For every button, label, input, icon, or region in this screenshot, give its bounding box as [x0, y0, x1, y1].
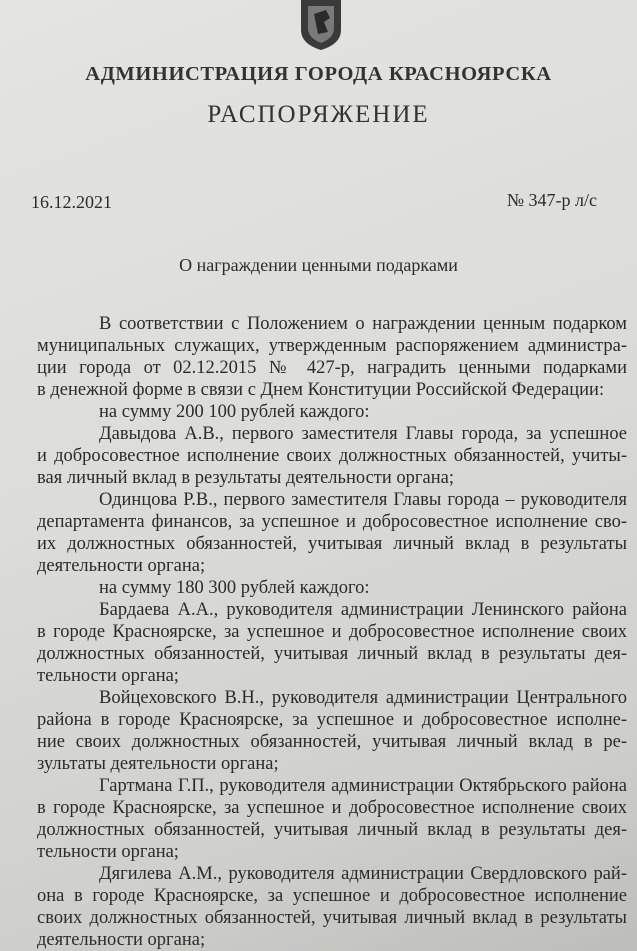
paragraph	[37, 401, 627, 423]
paragraph	[37, 687, 627, 775]
paragraph	[37, 423, 627, 489]
paragraph	[37, 599, 627, 687]
paragraph	[37, 775, 627, 863]
text-line: ции города от 02.12.2015 № 427-р, наградить ценными подарками	[37, 358, 627, 378]
paragraph	[37, 577, 627, 599]
document-subject: О награждении ценными подарками	[179, 255, 458, 275]
text-line: вая личный вклад в результаты деятельности органа;	[37, 468, 454, 488]
paragraph	[37, 489, 627, 577]
text-line: департамента финансов, за успешное и добросовестное исполнение сво-	[37, 512, 627, 532]
document-number: № 347-р л/с	[506, 190, 597, 210]
text-line: Бардаева А.А., руководителя администрации Ленинского района	[99, 600, 627, 620]
text-line: муниципальных служащих, утвержденным распоряжением администра-	[37, 336, 627, 356]
text-line: в денежной форме в связи с Днем Конституции Российской Федерации:	[37, 380, 605, 400]
text-line: Гартмана Г.П., руководителя администрации Октябрьского района	[99, 776, 627, 796]
text-line: Давыдова А.В., первого заместителя Главы города, за успешное	[99, 424, 627, 444]
text-line: должностных обязанностей, учитывая личный вклад в результаты дея-	[37, 820, 627, 840]
coat-of-arms-icon	[298, 0, 344, 50]
text-line: зультаты деятельности органа;	[37, 754, 279, 774]
text-line: в городе Красноярске, за успешное и добросовестное исполнение своих	[37, 622, 627, 642]
text-line: в городе Красноярске, за успешное и добросовестное исполнение своих	[37, 798, 627, 818]
text-line: и добросовестное исполнение своих должностных обязанностей, учиты-	[37, 446, 627, 466]
text-line: должностных обязанностей, учитывая личный вклад в результаты дея-	[37, 644, 627, 664]
document-type: РАСПОРЯЖЕНИЕ	[207, 101, 430, 128]
text-line: Дягилева А.М., руководителя администрации Свердловского рай-	[99, 864, 627, 884]
document-date: 16.12.2021	[31, 192, 112, 212]
text-line: своих должностных обязанностей, учитывая личный вклад в результаты	[37, 908, 627, 928]
text-line: на сумму 200 100 рублей каждого:	[99, 402, 370, 422]
text-line: тельности органа;	[37, 666, 179, 686]
text-line: на сумму 180 300 рублей каждого:	[99, 578, 370, 598]
organization-title: АДМИНИСТРАЦИЯ ГОРОДА КРАСНОЯРСКА	[85, 63, 552, 85]
text-line: деятельности органа;	[37, 556, 206, 576]
text-line: их должностных обязанностей, учитывая личный вклад в результаты	[37, 534, 627, 554]
text-line: тельности органа;	[37, 842, 179, 862]
text-line: Одинцова Р.В., первого заместителя Главы города – руководителя	[99, 490, 627, 510]
text-line: района в городе Красноярске, за успешное и добросовестное исполне-	[37, 710, 627, 730]
text-line: деятельности органа;	[37, 930, 206, 950]
text-line: В соответствии с Положением о награждении ценным подарком	[99, 314, 627, 334]
document-body	[37, 313, 627, 951]
paragraph	[37, 863, 627, 951]
text-line: она в городе Красноярске, за успешное и добросовестное исполнение	[37, 886, 627, 906]
text-line: ние своих должностных обязанностей, учитывая личный вклад в ре-	[37, 732, 627, 752]
text-line: Войцеховского В.Н., руководителя администрации Центрального	[99, 688, 627, 708]
paragraph	[37, 313, 627, 401]
